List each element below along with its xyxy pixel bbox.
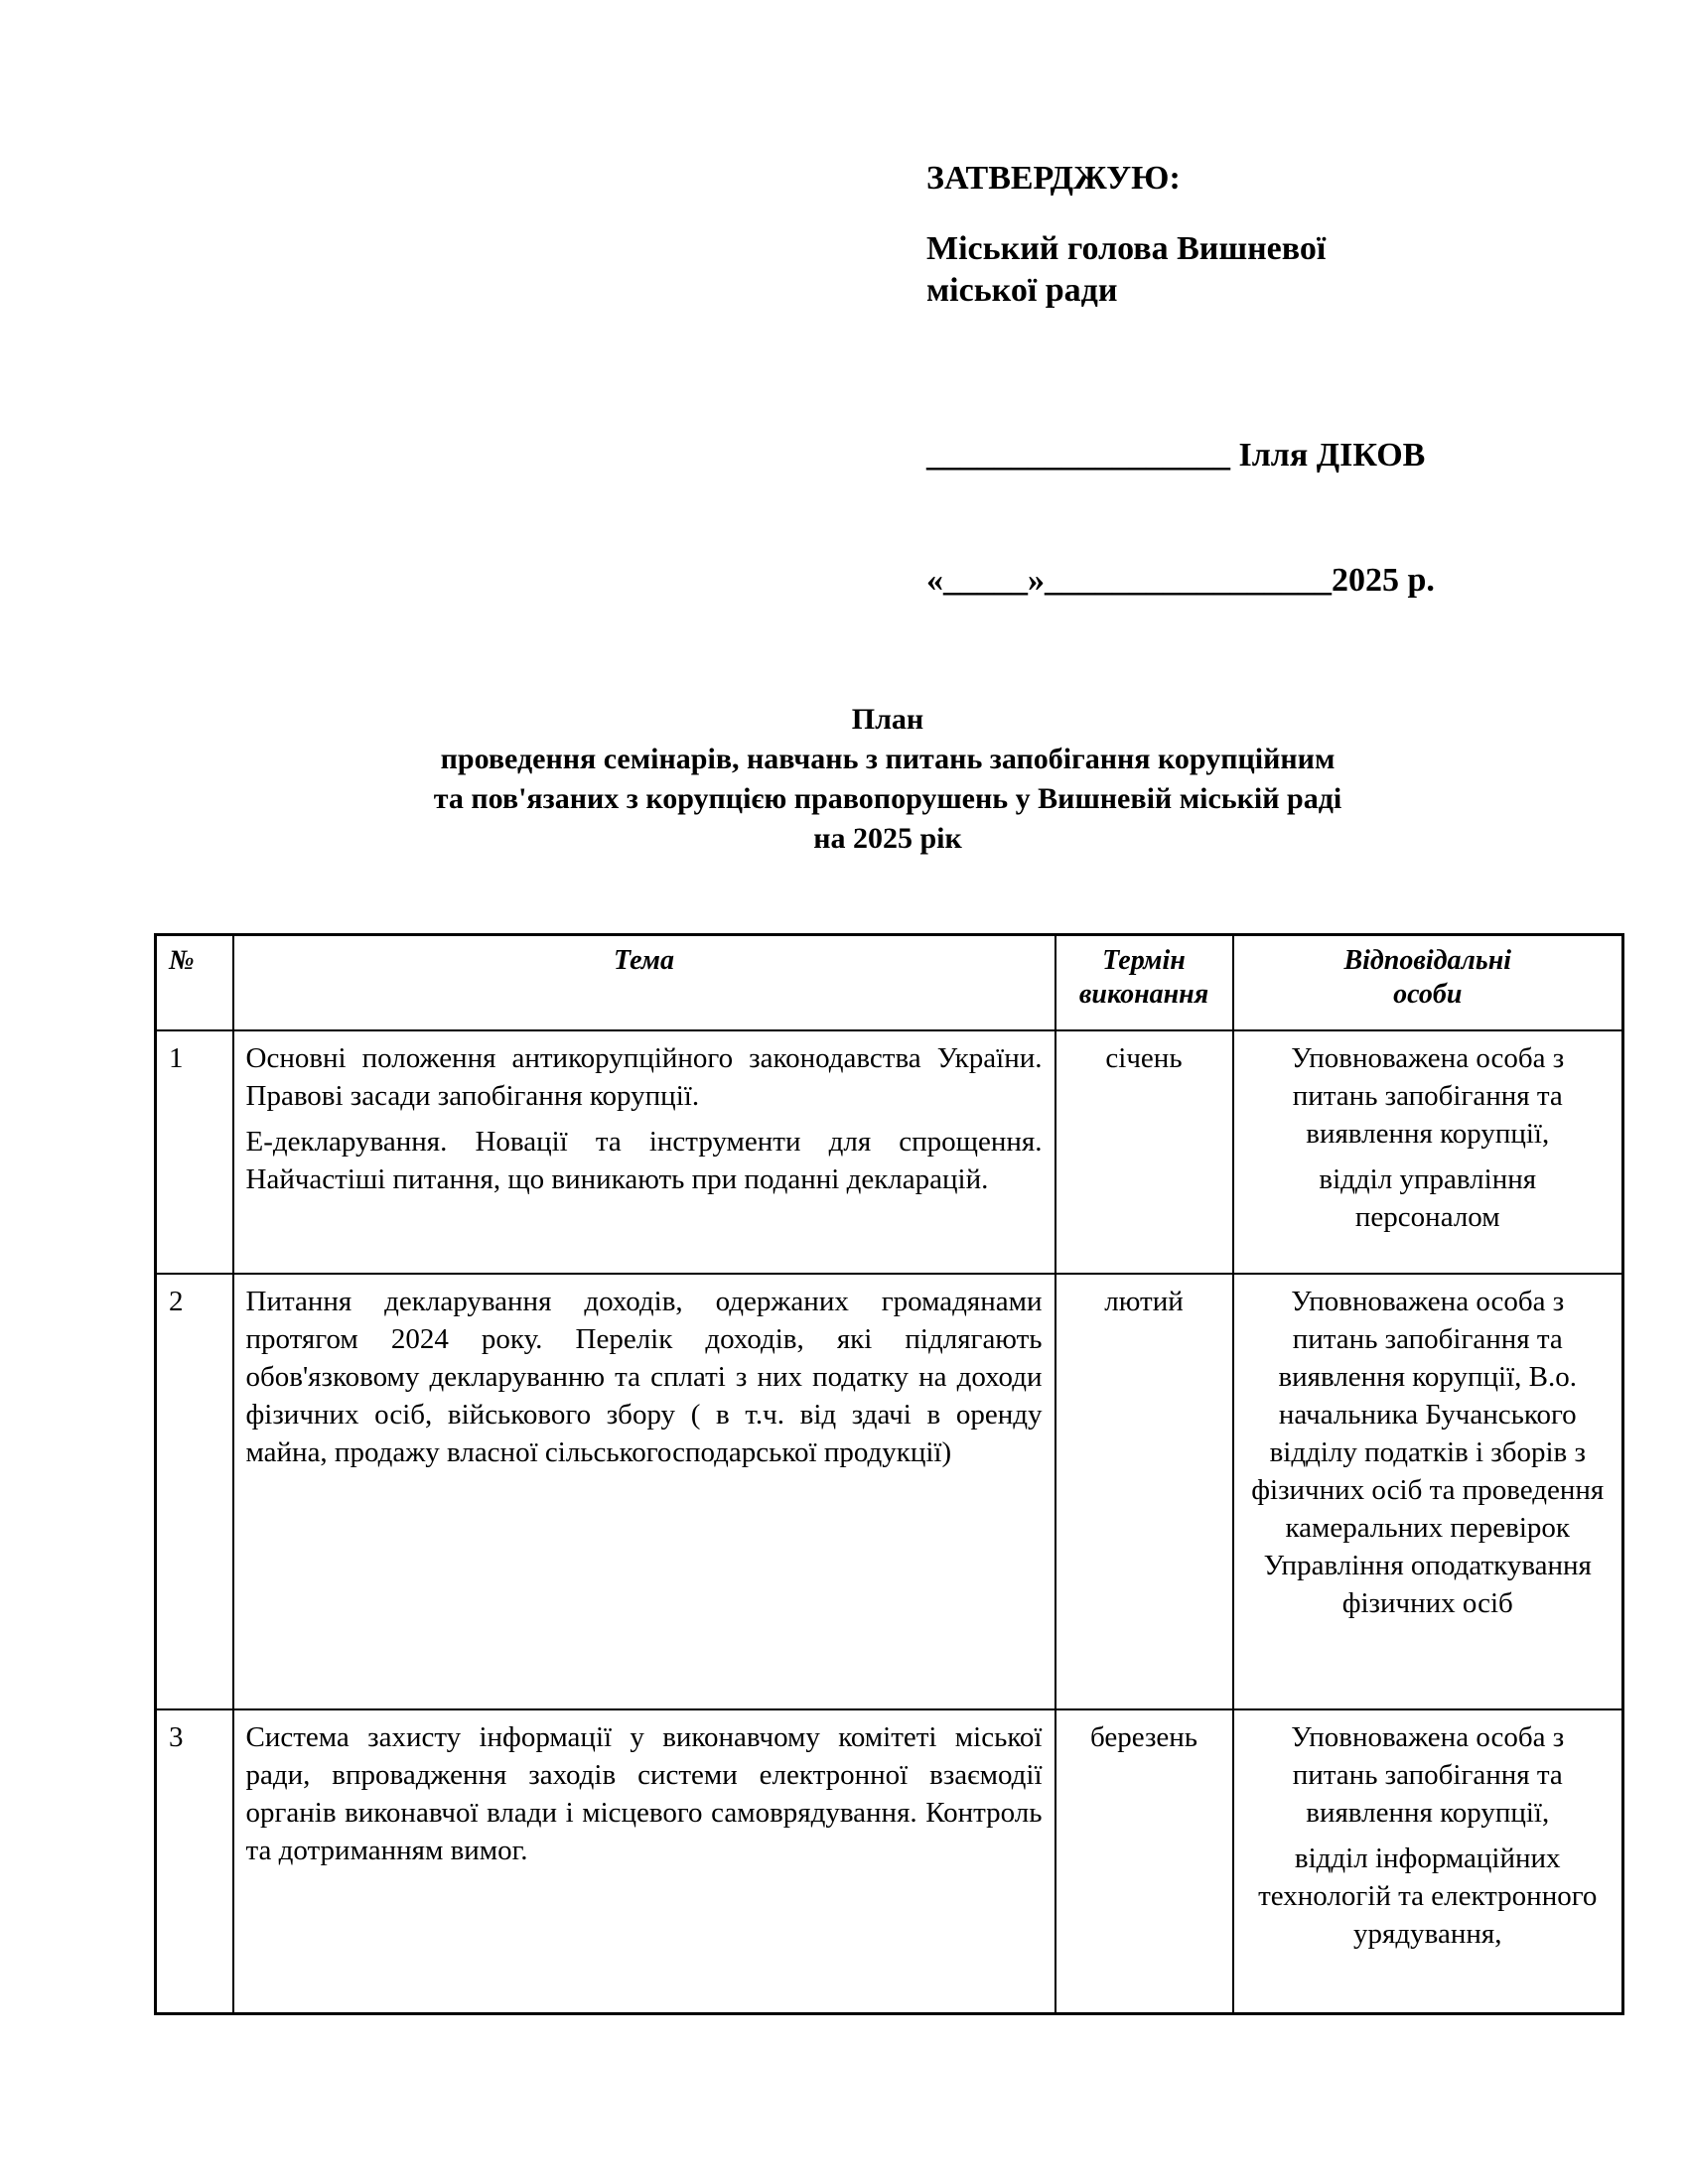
row-topic	[233, 1274, 1055, 1709]
header-term-line2: виконання	[1078, 979, 1209, 1010]
header-topic: Тема	[233, 935, 1055, 1031]
title-line-3: та пов'язаних з корупцією правопорушень у Вишневій міській раді	[433, 782, 1342, 815]
row-topic	[233, 1030, 1055, 1274]
topic-paragraph: Е-декларування. Новації та інструменти для спрощення. Найчастіші питання, що виникають при поданні декларацій.	[245, 1126, 1043, 1195]
title-line-1: План	[851, 703, 924, 736]
table-row	[156, 1709, 1623, 2014]
responsible-paragraph: Уповноважена особа з питань запобігання та виявлення корупції,	[1291, 1042, 1565, 1150]
row-responsible	[1233, 1709, 1623, 2014]
header-resp-line2: особи	[1393, 979, 1463, 1010]
row-term: січень	[1055, 1030, 1233, 1274]
responsible-paragraph: відділ інформаційних технологій та електронного урядування,	[1258, 1843, 1598, 1950]
date-line: «_____»_________________2025 р.	[926, 562, 1435, 599]
signature-line: __________________ Ілля ДІКОВ	[926, 437, 1426, 474]
approver-position-line1: Міський голова Вишневої	[926, 230, 1327, 267]
responsible-paragraph: Уповноважена особа з питань запобігання та виявлення корупції,	[1291, 1721, 1565, 1829]
approver-position	[926, 228, 1602, 312]
row-term: лютий	[1055, 1274, 1233, 1709]
responsible-paragraph: відділ управління персоналом	[1319, 1163, 1537, 1233]
topic-paragraph: Основні положення антикорупційного законодавства України. Правові засади запобігання корупції.	[245, 1042, 1043, 1112]
header-resp-line1: Відповідальні	[1343, 945, 1512, 976]
row-responsible	[1233, 1030, 1623, 1274]
approval-block	[926, 157, 1602, 685]
approver-position-line2: міської ради	[926, 272, 1118, 309]
header-term-line1: Термін	[1102, 945, 1186, 976]
signature-block	[926, 351, 1602, 685]
topic-paragraph: Система захисту інформації у виконавчому комітеті міської ради, впровадження заходів системи електронної взаємодії органів виконавчої влади і місцевого самоврядування. Контроль та дотриманням вимог.	[245, 1721, 1043, 1866]
header-num: №	[156, 935, 233, 1031]
header-term	[1055, 935, 1233, 1031]
row-number: 3	[156, 1709, 233, 2014]
row-number: 1	[156, 1030, 233, 1274]
topic-paragraph: Питання декларування доходів, одержаних громадянами протягом 2024 року. Перелік доходів, які підлягають обов'язковому декларуванню та сплаті з них податку на доходи фізичних осіб, військового збору ( в т.ч. від здачі в оренду майна, продажу власної сільськогосподарської продукції)	[245, 1286, 1043, 1468]
document-title	[154, 700, 1621, 859]
table-row	[156, 1274, 1623, 1709]
plan-table	[154, 933, 1624, 2015]
row-topic	[233, 1709, 1055, 2014]
responsible-paragraph: Уповноважена особа з питань запобігання та виявлення корупції, В.о. начальника Бучанського відділу податків і зборів з фізичних осіб та проведення камеральних перевірок Управління оподаткування фізичних осіб	[1251, 1286, 1605, 1619]
row-term: березень	[1055, 1709, 1233, 2014]
title-line-4: на 2025 рік	[813, 822, 962, 855]
table-header-row	[156, 935, 1623, 1031]
row-responsible	[1233, 1274, 1623, 1709]
header-responsible	[1233, 935, 1623, 1031]
row-number: 2	[156, 1274, 233, 1709]
title-line-2: проведення семінарів, навчань з питань запобігання корупційним	[440, 743, 1336, 775]
table-row	[156, 1030, 1623, 1274]
approval-heading: ЗАТВЕРДЖУЮ:	[926, 160, 1181, 197]
